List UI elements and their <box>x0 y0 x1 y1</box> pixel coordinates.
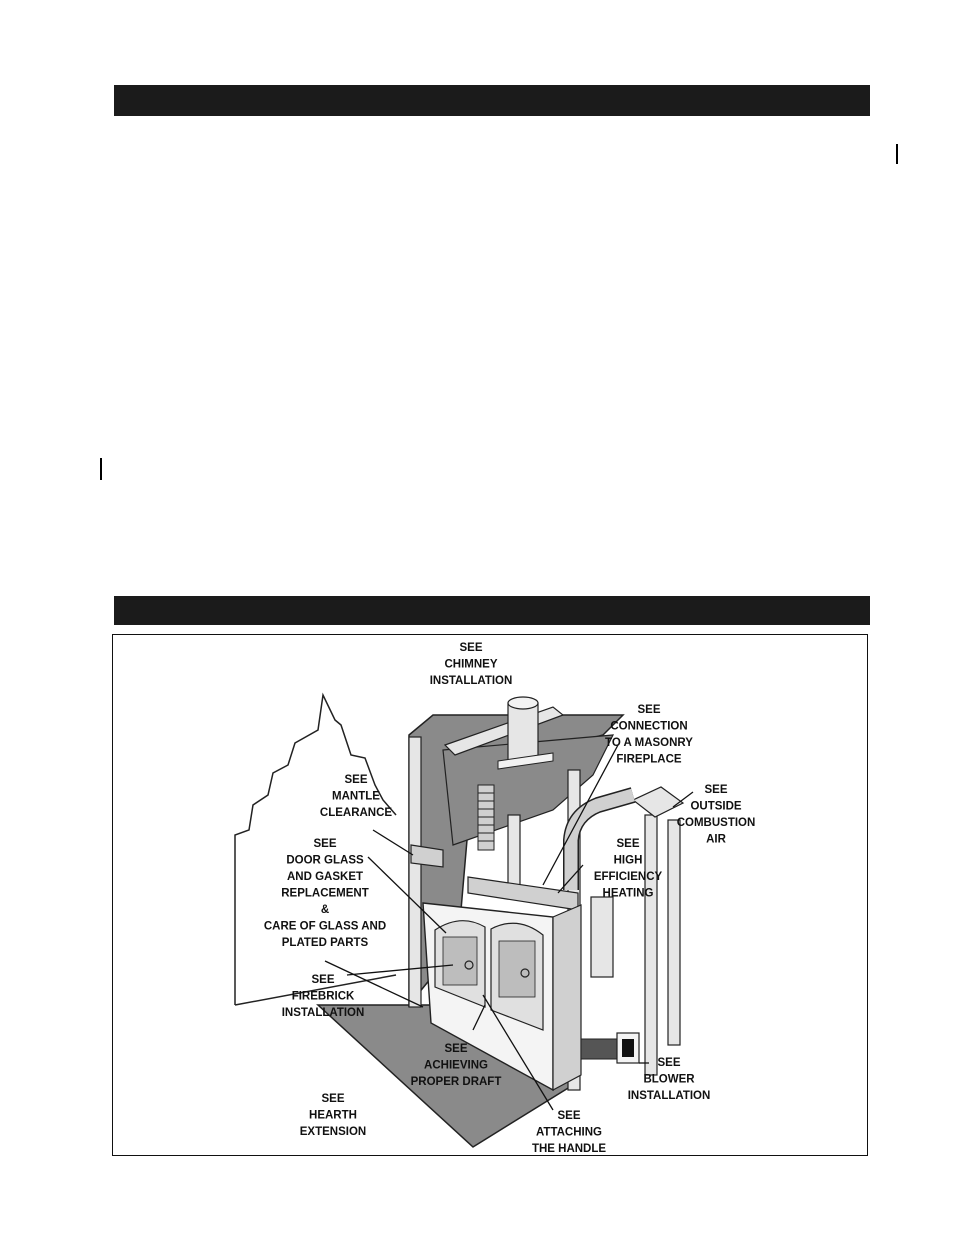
callout-line: SEE <box>344 774 368 786</box>
callout-line: SEE <box>311 974 335 986</box>
outside-air-callout <box>677 784 756 846</box>
callout-line: SEE <box>704 784 728 796</box>
handle-callout <box>532 1110 606 1155</box>
surround-top <box>468 877 578 910</box>
callout-line: ATTACHING <box>535 1126 603 1139</box>
callout-line: INSTALLATION <box>281 1007 365 1019</box>
callout-line: CHIMNEY <box>444 658 498 671</box>
hearth-callout <box>300 1093 366 1138</box>
revision-mark <box>100 458 102 480</box>
callout-line: CLEARANCE <box>319 807 393 819</box>
fireplace-installation-diagram <box>113 635 869 1157</box>
door-glass <box>443 937 477 985</box>
blower-duct <box>581 1039 621 1059</box>
callout-line: FIREBRICK <box>291 990 355 1003</box>
callout-line: HEARTH <box>309 1109 357 1122</box>
callout-line: COMBUSTION <box>676 817 756 829</box>
callout-line: INSTALLATION <box>429 675 513 687</box>
chimney-pipe <box>508 703 538 761</box>
door-glass <box>499 941 535 997</box>
masonry-callout <box>605 704 693 766</box>
callout-line: DOOR GLASS <box>286 854 364 867</box>
callout-line: SEE <box>657 1057 681 1069</box>
callout-line: THE HANDLE <box>531 1143 607 1155</box>
callout-line: PROPER DRAFT <box>410 1076 502 1088</box>
callout-line: SEE <box>444 1043 468 1055</box>
callout-line: MANTLE <box>332 790 380 803</box>
firebrick-callout <box>282 974 365 1019</box>
callout-line: SEE <box>313 838 337 850</box>
revision-mark <box>896 144 898 164</box>
frame-stud <box>645 815 657 1075</box>
section-header-bar <box>114 85 870 116</box>
callout-line: SEE <box>637 704 661 716</box>
callout-line: HIGH <box>613 854 643 867</box>
wall-outline <box>235 695 396 1005</box>
callout-line: FIREPLACE <box>616 753 682 766</box>
chimney-callout <box>430 642 513 687</box>
callout-line: REPLACEMENT <box>281 887 369 900</box>
blower-box <box>591 897 613 977</box>
callout-line: EFFICIENCY <box>593 871 663 883</box>
callout-line: CONNECTION <box>610 720 688 733</box>
callout-line: TO A MASONRY <box>605 737 693 749</box>
frame-stud <box>668 820 680 1045</box>
callout-line: BLOWER <box>643 1073 695 1086</box>
callout-line: SEE <box>616 838 640 850</box>
callout-line: EXTENSION <box>299 1126 367 1138</box>
installation-diagram-frame <box>112 634 868 1156</box>
callout-line: AIR <box>706 833 726 846</box>
callout-line: CARE OF GLASS AND <box>263 920 387 933</box>
callout-line: PLATED PARTS <box>281 937 369 949</box>
callout-line: SEE <box>321 1093 345 1105</box>
section-header-bar <box>114 596 870 625</box>
callout-line: SEE <box>557 1110 581 1122</box>
blower-callout <box>628 1057 711 1102</box>
door-glass-callout <box>264 838 386 949</box>
blower-unit-face <box>622 1039 634 1057</box>
callout-line: AND GASKET <box>286 871 364 883</box>
callout-line: OUTSIDE <box>690 800 742 813</box>
callout-line: SEE <box>459 642 483 654</box>
callout-line: ACHIEVING <box>424 1059 488 1072</box>
flex-duct <box>478 785 494 850</box>
frame-stud <box>409 737 421 1007</box>
callout-line: HEATING <box>602 887 654 900</box>
callout-line: & <box>320 904 330 916</box>
chimney-pipe-top <box>508 697 538 709</box>
callout-line: INSTALLATION <box>627 1090 711 1102</box>
frame-header <box>633 787 683 817</box>
side-panel <box>553 905 581 1090</box>
